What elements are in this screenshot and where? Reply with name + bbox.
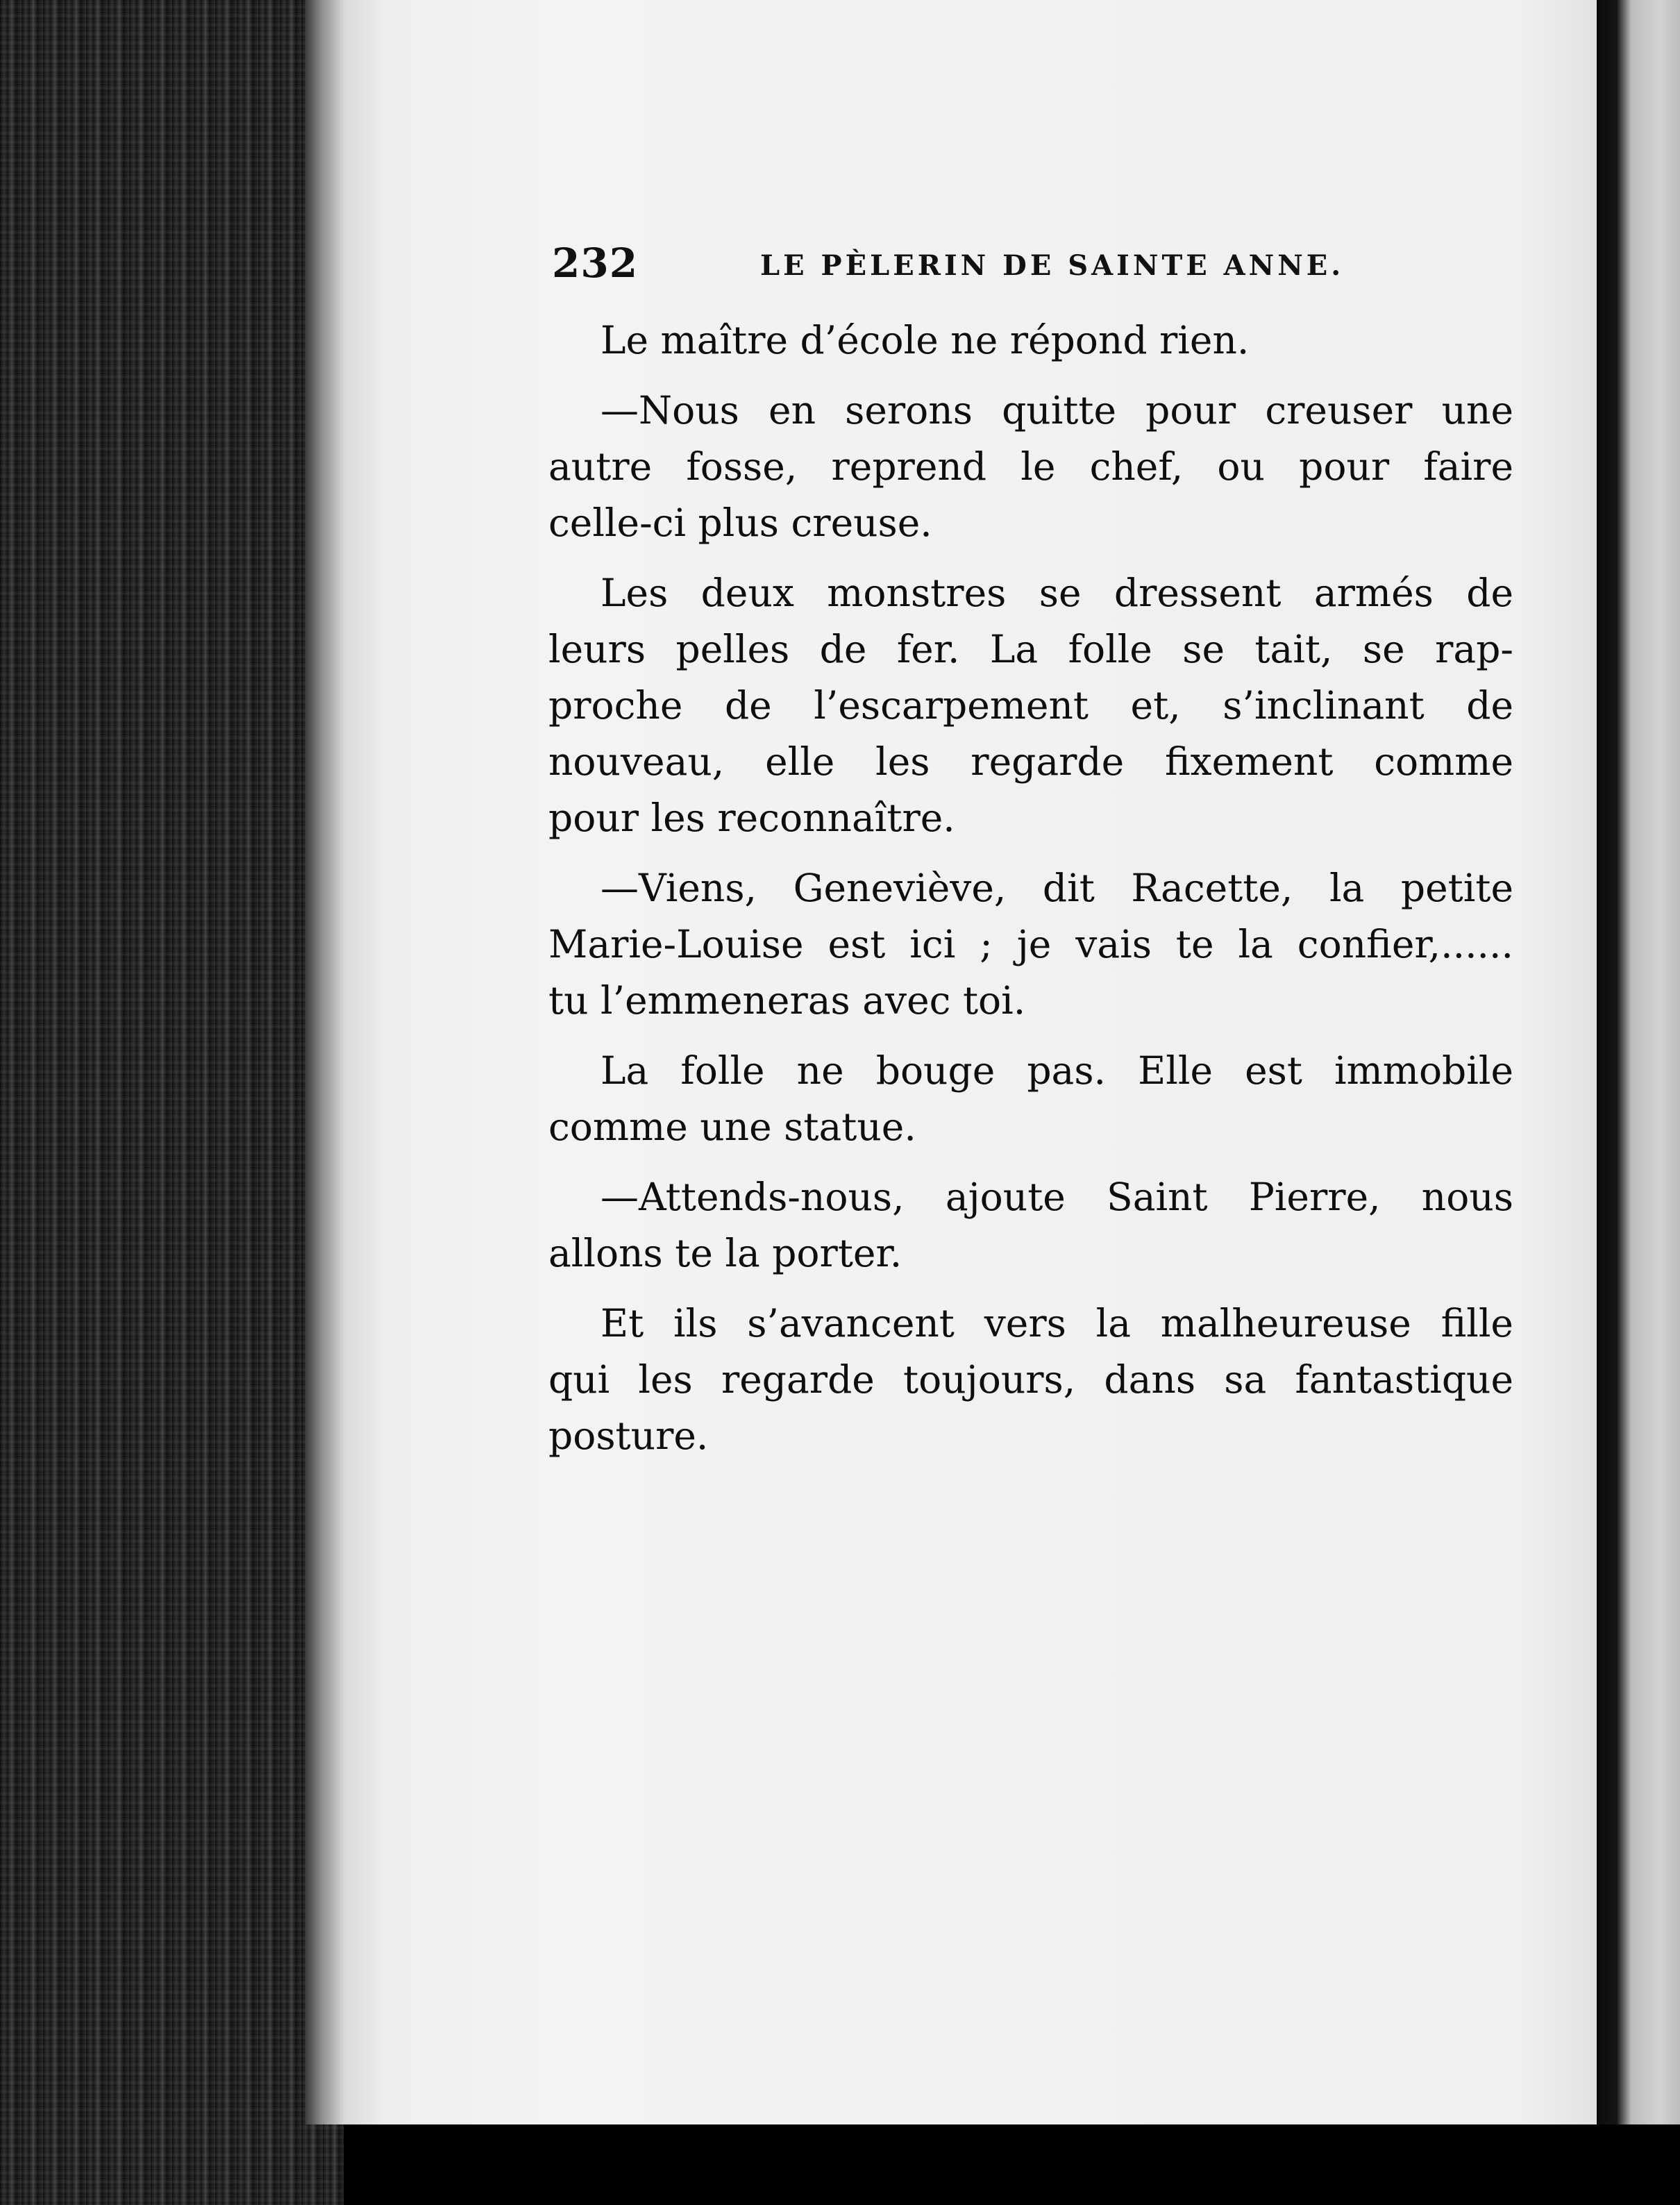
text-line: pour les reconnaître. xyxy=(548,796,955,840)
text-line: leurs pelles de fer. La folle se tait, se rap- xyxy=(548,627,1513,671)
binding-texture xyxy=(0,0,344,2205)
paragraph xyxy=(548,1169,1513,1282)
text-line: La folle ne bouge pas. Elle est immobile xyxy=(600,1048,1513,1093)
text-line: —Attends-nous, ajoute Saint Pierre, nous xyxy=(600,1175,1513,1219)
body-text xyxy=(548,312,1513,1478)
running-head: LE PÈLERIN DE SAINTE ANNE. xyxy=(760,249,1345,282)
text-line: Les deux monstres se dressent armés de xyxy=(600,571,1513,615)
text-line: proche de l’escarpement et, s’inclinant de xyxy=(548,683,1513,728)
text-line: Marie-Louise est ici ; je vais te la confier,...... xyxy=(548,922,1513,966)
text-line: Et ils s’avancent vers la malheureuse fille xyxy=(600,1301,1513,1345)
text-line: allons te la porter. xyxy=(548,1231,902,1275)
paragraph xyxy=(548,565,1513,846)
bottom-scan-border xyxy=(344,2124,1680,2205)
page-header xyxy=(552,240,1513,288)
facing-page-sliver xyxy=(1618,0,1680,2124)
text-line: celle-ci plus creuse. xyxy=(548,501,932,545)
text-line: qui les regarde toujours, dans sa fantastique xyxy=(548,1357,1513,1402)
text-line: —Nous en serons quitte pour creuser une xyxy=(600,388,1513,433)
paragraph xyxy=(548,383,1513,551)
text-line: Le maître d’école ne répond rien. xyxy=(600,318,1250,362)
text-line: comme une statue. xyxy=(548,1105,916,1149)
text-line: nouveau, elle les regarde fixement comme xyxy=(548,739,1513,784)
paragraph xyxy=(548,860,1513,1029)
page-number: 232 xyxy=(552,240,639,287)
paragraph xyxy=(548,1043,1513,1155)
paragraph xyxy=(548,312,1513,369)
page-gutter-shadow xyxy=(305,0,344,2124)
text-line: posture. xyxy=(548,1414,709,1458)
text-line: autre fosse, reprend le chef, ou pour faire xyxy=(548,444,1513,489)
text-line: —Viens, Geneviève, dit Racette, la petite xyxy=(600,866,1513,910)
paragraph xyxy=(548,1296,1513,1464)
text-line: tu l’emmeneras avec toi. xyxy=(548,978,1026,1023)
